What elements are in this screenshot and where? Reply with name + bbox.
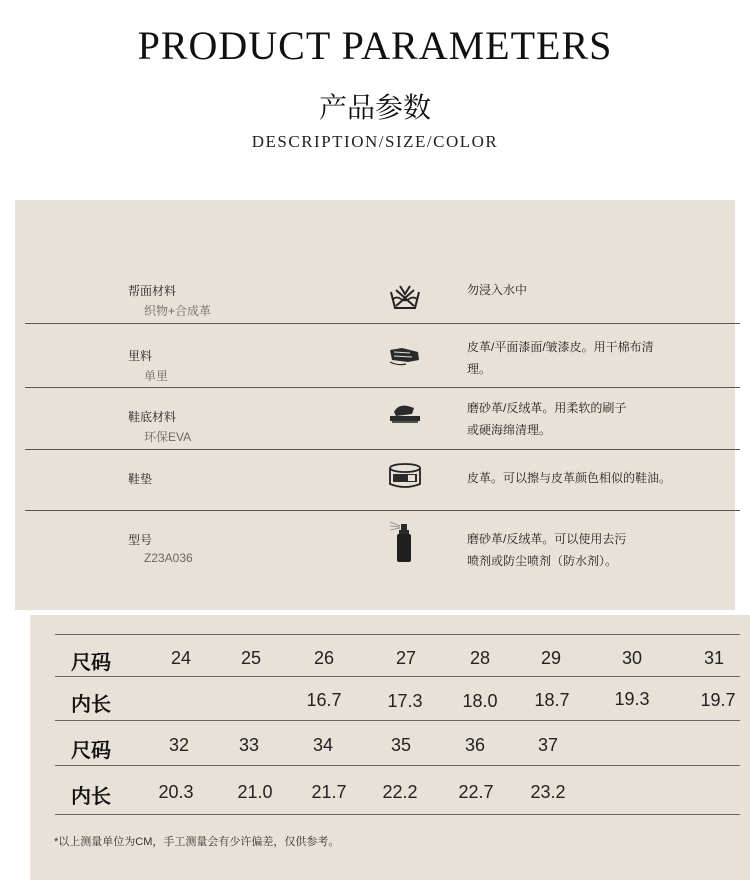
- size-cell: 24: [170, 648, 192, 668]
- size-cell: 31: [703, 648, 725, 668]
- divider: [25, 387, 740, 388]
- size-cell: 30: [621, 648, 643, 668]
- length-cell: 21.0: [237, 782, 273, 802]
- care-text: 皮革。可以擦与皮革颜色相似的鞋油。: [467, 471, 672, 485]
- length-header: 内长: [71, 694, 111, 716]
- size-header: 尺码: [71, 740, 111, 762]
- param-label: 型号: [128, 533, 153, 547]
- page-title-cn: 产品参数: [318, 91, 431, 124]
- size-cell: 35: [390, 735, 412, 755]
- divider: [25, 449, 740, 450]
- size-cell: 28: [469, 648, 491, 668]
- care-text: 磨砂革/反绒革。可以使用去污 喷剂或防尘喷剂（防水剂）。: [467, 532, 627, 568]
- divider: [25, 323, 740, 324]
- brush-icon: [388, 398, 422, 428]
- length-cell: 16.7: [306, 690, 342, 710]
- length-cell: 19.7: [700, 690, 736, 710]
- table-line: [55, 720, 740, 721]
- size-header: 尺码: [71, 652, 111, 674]
- table-line: [55, 634, 740, 635]
- size-cell: 26: [313, 648, 335, 668]
- length-cell: 18.0: [462, 691, 498, 711]
- shoe-polish-icon: [388, 462, 422, 492]
- table-line: [55, 765, 740, 766]
- param-label: 鞋底材料: [128, 410, 177, 424]
- size-cell: 34: [312, 735, 334, 755]
- param-value: 单里: [144, 369, 169, 383]
- care-text: 磨砂革/反绒革。用柔软的刷子 或硬海绵清理。: [467, 401, 627, 437]
- size-cell: 25: [240, 648, 262, 668]
- table-line: [55, 814, 740, 815]
- param-value: 织物+合成革: [144, 304, 212, 318]
- size-cell: 36: [464, 735, 486, 755]
- param-label: 里料: [128, 349, 153, 363]
- spray-can-icon: [388, 520, 422, 564]
- page-title: PRODUCT PARAMETERS: [137, 23, 613, 68]
- param-label: 鞋垫: [128, 472, 153, 486]
- care-text: 皮革/平面漆面/皱漆皮。用干棉布清 理。: [467, 340, 654, 376]
- length-cell: 22.7: [458, 782, 494, 802]
- divider: [25, 510, 740, 511]
- param-label: 帮面材料: [128, 284, 177, 298]
- page-subtitle: DESCRIPTION/SIZE/COLOR: [251, 132, 499, 151]
- length-cell: 22.2: [382, 782, 418, 802]
- size-cell: 27: [395, 648, 417, 668]
- table-line: [55, 676, 740, 677]
- length-cell: 18.7: [534, 690, 570, 710]
- size-cell: 29: [540, 648, 562, 668]
- length-header: 内长: [71, 786, 111, 808]
- length-cell: 21.7: [311, 782, 347, 802]
- hand-wash-icon: [388, 282, 422, 312]
- header: [0, 0, 750, 200]
- param-value: 环保EVA: [144, 430, 192, 444]
- size-cell: 32: [168, 735, 190, 755]
- param-value: Z23A036: [144, 551, 193, 565]
- size-cell: 37: [537, 735, 559, 755]
- length-cell: 20.3: [158, 782, 194, 802]
- footnote: *以上测量单位为CM，手工测量会有少许偏差，仅供参考。: [54, 836, 340, 848]
- care-text: 勿浸入水中: [467, 283, 528, 297]
- length-cell: 19.3: [614, 689, 650, 709]
- length-cell: 17.3: [387, 691, 423, 711]
- length-cell: 23.2: [530, 782, 566, 802]
- size-cell: 33: [238, 735, 260, 755]
- cloth-wipe-icon: [388, 340, 422, 370]
